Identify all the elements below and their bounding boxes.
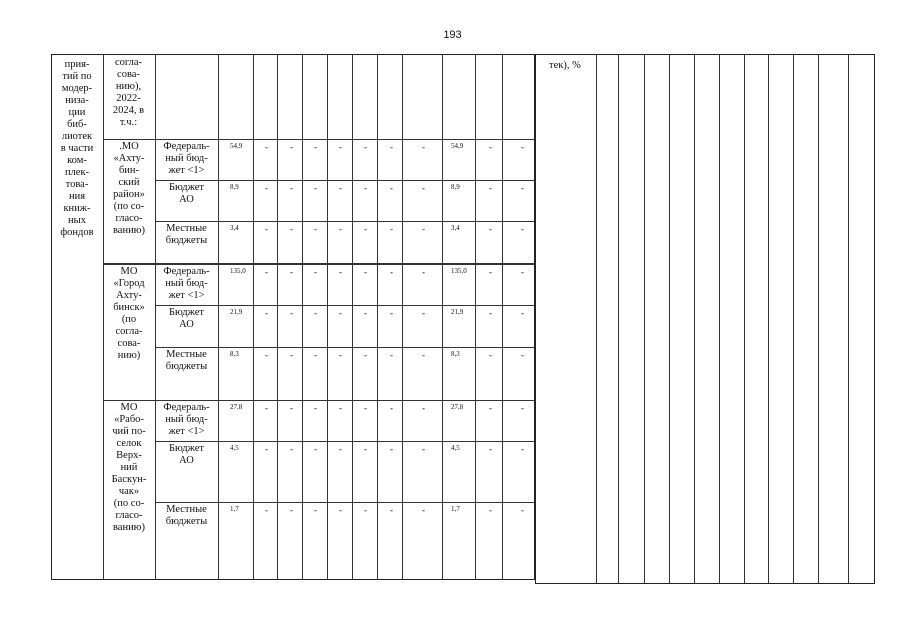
empty-value-dash: - <box>339 142 342 152</box>
funding-source-label: Федераль- ный бюд- жет <1> <box>163 402 210 437</box>
empty-value-dash: - <box>521 183 524 193</box>
empty-value-dash: - <box>290 183 293 193</box>
empty-value-dash: - <box>521 505 524 515</box>
empty-value-dash: - <box>390 224 393 234</box>
year-value: 21,9 <box>451 308 464 316</box>
left-row-divider <box>103 264 534 265</box>
empty-value-dash: - <box>521 224 524 234</box>
left-column-divider <box>502 55 503 579</box>
empty-value-dash: - <box>314 444 317 454</box>
empty-value-dash: - <box>521 142 524 152</box>
empty-value-dash: - <box>364 350 367 360</box>
year-value: 8,9 <box>451 183 460 191</box>
empty-value-dash: - <box>390 505 393 515</box>
left-column-divider <box>327 55 328 579</box>
empty-value-dash: - <box>339 267 342 277</box>
right-column-divider <box>596 55 597 583</box>
empty-value-dash: - <box>422 267 425 277</box>
municipality-name: МО «Город Ахту- бинск» (по согла- сова- нию) <box>113 266 145 361</box>
left-column-divider <box>277 55 278 579</box>
empty-value-dash: - <box>265 505 268 515</box>
total-value: 27,8 <box>230 403 243 411</box>
empty-value-dash: - <box>265 142 268 152</box>
municipality-name: .МО «Ахту- бин- ский район» (по со- гласо- ванию) <box>112 141 146 236</box>
empty-value-dash: - <box>265 308 268 318</box>
right-column-divider <box>618 55 619 583</box>
right-column-divider <box>848 55 849 583</box>
empty-value-dash: - <box>489 308 492 318</box>
total-value: 135,0 <box>230 267 246 275</box>
empty-value-dash: - <box>422 224 425 234</box>
funding-source-label: Местные бюджеты <box>165 349 208 372</box>
empty-value-dash: - <box>314 142 317 152</box>
total-value: 21,9 <box>230 308 243 316</box>
year-value: 8,3 <box>451 350 460 358</box>
empty-value-dash: - <box>314 403 317 413</box>
left-row-divider <box>155 221 534 222</box>
empty-value-dash: - <box>390 444 393 454</box>
empty-value-dash: - <box>422 350 425 360</box>
empty-value-dash: - <box>290 505 293 515</box>
year-value: 4,5 <box>451 444 460 452</box>
empty-value-dash: - <box>390 308 393 318</box>
empty-value-dash: - <box>489 142 492 152</box>
empty-value-dash: - <box>339 403 342 413</box>
left-row-divider <box>103 139 534 140</box>
empty-value-dash: - <box>314 183 317 193</box>
year-value: 27,8 <box>451 403 464 411</box>
column-2-top-text: согла- сова- нию), 2022- 2024, в т.ч.: <box>112 57 145 128</box>
empty-value-dash: - <box>290 267 293 277</box>
column-1-text: прия- тий по модер- низа- ции биб- лиотек в части ком- плек- това- ния книж- ных фондов <box>60 59 94 238</box>
left-column-divider <box>442 55 443 579</box>
empty-value-dash: - <box>390 350 393 360</box>
funding-source-label: Федераль- ный бюд- жет <1> <box>163 141 210 176</box>
left-row-divider <box>103 400 534 401</box>
left-column-divider <box>352 55 353 579</box>
empty-value-dash: - <box>521 403 524 413</box>
funding-source-label: Бюджет АО <box>168 182 205 205</box>
right-column-divider <box>669 55 670 583</box>
funding-source-label: Федераль- ный бюд- жет <1> <box>163 266 210 301</box>
total-value: 8,9 <box>230 183 239 191</box>
total-value: 3,4 <box>230 224 239 232</box>
empty-value-dash: - <box>364 224 367 234</box>
empty-value-dash: - <box>265 444 268 454</box>
total-value: 8,3 <box>230 350 239 358</box>
left-column-divider <box>475 55 476 579</box>
right-column-divider <box>644 55 645 583</box>
empty-value-dash: - <box>489 224 492 234</box>
empty-value-dash: - <box>339 183 342 193</box>
total-value: 1,7 <box>230 505 239 513</box>
empty-value-dash: - <box>521 308 524 318</box>
year-value: 1,7 <box>451 505 460 513</box>
left-row-divider <box>155 347 534 348</box>
left-column-divider <box>377 55 378 579</box>
left-column-divider <box>302 55 303 579</box>
empty-value-dash: - <box>265 267 268 277</box>
right-column-divider <box>744 55 745 583</box>
empty-value-dash: - <box>390 142 393 152</box>
empty-value-dash: - <box>290 308 293 318</box>
funding-source-label: Местные бюджеты <box>165 223 208 246</box>
empty-value-dash: - <box>314 505 317 515</box>
total-value: 4,5 <box>230 444 239 452</box>
empty-value-dash: - <box>265 403 268 413</box>
empty-value-dash: - <box>314 308 317 318</box>
empty-value-dash: - <box>422 444 425 454</box>
empty-value-dash: - <box>265 350 268 360</box>
empty-value-dash: - <box>339 224 342 234</box>
empty-value-dash: - <box>364 444 367 454</box>
funding-source-label: Бюджет АО <box>168 443 205 466</box>
empty-value-dash: - <box>422 142 425 152</box>
left-row-divider <box>155 305 534 306</box>
empty-value-dash: - <box>290 142 293 152</box>
empty-value-dash: - <box>290 444 293 454</box>
empty-value-dash: - <box>364 142 367 152</box>
empty-value-dash: - <box>339 350 342 360</box>
empty-value-dash: - <box>364 505 367 515</box>
empty-value-dash: - <box>390 267 393 277</box>
total-value: 54,9 <box>230 142 243 150</box>
left-column-divider <box>402 55 403 579</box>
empty-value-dash: - <box>422 505 425 515</box>
empty-value-dash: - <box>265 224 268 234</box>
empty-value-dash: - <box>314 350 317 360</box>
left-row-divider <box>155 502 534 503</box>
left-column-divider <box>253 55 254 579</box>
empty-value-dash: - <box>521 350 524 360</box>
empty-value-dash: - <box>314 267 317 277</box>
year-value: 54,9 <box>451 142 464 150</box>
empty-value-dash: - <box>521 267 524 277</box>
empty-value-dash: - <box>489 444 492 454</box>
empty-value-dash: - <box>314 224 317 234</box>
empty-value-dash: - <box>339 444 342 454</box>
empty-value-dash: - <box>364 267 367 277</box>
empty-value-dash: - <box>489 267 492 277</box>
empty-value-dash: - <box>290 403 293 413</box>
empty-value-dash: - <box>489 183 492 193</box>
left-row-divider <box>155 441 534 442</box>
funding-source-label: Местные бюджеты <box>165 504 208 527</box>
empty-value-dash: - <box>364 183 367 193</box>
right-column-divider <box>818 55 819 583</box>
right-column-divider <box>719 55 720 583</box>
right-column-divider <box>694 55 695 583</box>
empty-value-dash: - <box>290 224 293 234</box>
empty-value-dash: - <box>339 505 342 515</box>
right-table <box>535 54 875 584</box>
empty-value-dash: - <box>489 350 492 360</box>
empty-value-dash: - <box>339 308 342 318</box>
left-table <box>51 54 535 580</box>
municipality-name: МО «Рабо- чий по- селок Верх- ний Баскун- чак» (по со- гласо- ванию) <box>111 402 147 533</box>
empty-value-dash: - <box>390 183 393 193</box>
empty-value-dash: - <box>422 183 425 193</box>
left-row-divider <box>155 180 534 181</box>
empty-value-dash: - <box>422 403 425 413</box>
empty-value-dash: - <box>290 350 293 360</box>
right-header-text: тек), % <box>549 60 581 71</box>
empty-value-dash: - <box>390 403 393 413</box>
empty-value-dash: - <box>489 505 492 515</box>
page-number: 193 <box>443 29 462 41</box>
funding-source-label: Бюджет АО <box>168 307 205 330</box>
left-column-divider <box>218 55 219 579</box>
year-value: 3,4 <box>451 224 460 232</box>
empty-value-dash: - <box>364 308 367 318</box>
empty-value-dash: - <box>521 444 524 454</box>
empty-value-dash: - <box>364 403 367 413</box>
right-column-divider <box>793 55 794 583</box>
year-value: 135,0 <box>451 267 467 275</box>
right-column-divider <box>768 55 769 583</box>
empty-value-dash: - <box>422 308 425 318</box>
empty-value-dash: - <box>265 183 268 193</box>
empty-value-dash: - <box>489 403 492 413</box>
